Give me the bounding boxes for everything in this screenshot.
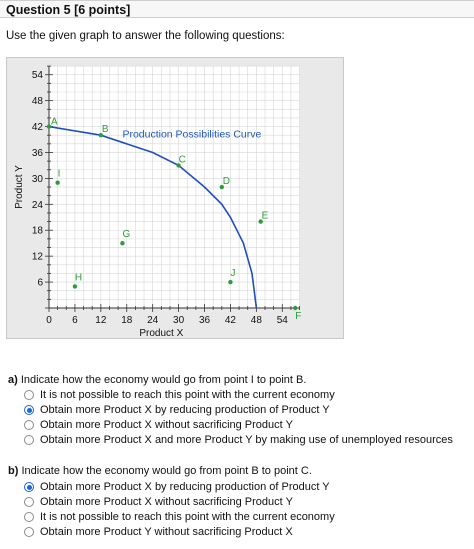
point-f-marker	[293, 306, 297, 310]
part-b-option-3[interactable]	[24, 510, 335, 524]
part-a-radio-1[interactable]	[24, 390, 34, 400]
point-d-label: D	[222, 176, 231, 188]
x-tick-label: 48	[250, 315, 262, 326]
part-b-option-2-text: Obtain more Product X without sacrificing Product Y	[40, 496, 293, 508]
part-a-radio-4[interactable]	[24, 435, 34, 445]
point-h-marker	[73, 284, 77, 288]
point-f-label: F	[295, 311, 302, 322]
point-h-label: H	[74, 272, 83, 284]
point-e-label: E	[261, 210, 269, 222]
x-tick-label: 54	[276, 315, 288, 326]
part-a-prompt-text: Indicate how the economy would go from point I to point B.	[20, 374, 307, 386]
part-b-radio-3[interactable]	[24, 512, 34, 522]
part-b-prompt	[8, 465, 312, 477]
x-tick-label: 18	[121, 315, 133, 326]
y-tick-label: 54	[31, 70, 43, 82]
y-tick-label: 18	[31, 225, 43, 237]
point-j-label: J	[230, 268, 236, 280]
part-a-option-4-text: Obtain more Product X and more Product Y by making use of unemployed resources	[40, 434, 453, 446]
x-tick-label: 6	[72, 315, 78, 326]
x-tick-label: 24	[147, 315, 159, 326]
part-a-option-3-text: Obtain more Product X without sacrificing Product Y	[40, 419, 293, 431]
part-a-prompt	[8, 374, 306, 386]
part-b-option-3-text: It is not possible to reach this point with the current economy	[40, 511, 335, 523]
y-tick-label: 12	[31, 251, 43, 263]
part-a-radio-2[interactable]	[24, 405, 34, 415]
part-b-option-4-text: Obtain more Product Y without sacrificing Product X	[40, 526, 293, 538]
x-tick-label: 30	[173, 315, 185, 326]
x-tick-label: 12	[95, 315, 107, 326]
y-tick-label: 24	[31, 199, 43, 211]
part-b-option-1-text: Obtain more Product X by reducing production of Product Y	[40, 481, 330, 493]
part-b-radio-1[interactable]	[24, 482, 34, 492]
question-header	[0, 0, 474, 18]
part-a-label: a)	[8, 374, 18, 386]
y-axis-label: Product Y	[14, 165, 25, 209]
y-tick-label: 42	[31, 122, 43, 134]
x-tick-label: 36	[198, 315, 211, 326]
point-b-label: B	[101, 124, 109, 136]
part-a-radio-3[interactable]	[24, 420, 34, 430]
part-a-option-2-text: Obtain more Product X by reducing production of Product Y	[40, 404, 330, 416]
part-a-option-2[interactable]	[24, 403, 330, 417]
question-title: Question 5 [6 points]	[6, 3, 131, 17]
point-g-label: G	[122, 229, 131, 241]
part-a-option-3[interactable]	[24, 418, 293, 432]
point-g-marker	[120, 241, 124, 245]
part-b-label: b)	[8, 465, 19, 477]
point-c-label: C	[178, 154, 186, 166]
y-tick-label: 48	[31, 96, 43, 108]
x-tick-label: 42	[224, 315, 237, 326]
point-i-label: I	[57, 168, 61, 180]
x-tick-label: 0	[46, 315, 52, 326]
y-tick-label: 6	[37, 277, 43, 289]
part-a-option-4[interactable]	[24, 433, 453, 447]
y-tick-label: 36	[31, 147, 43, 159]
part-b-option-4[interactable]	[24, 525, 293, 539]
point-a-label: A	[51, 116, 58, 128]
part-a-option-1-text: It is not possible to reach this point with the current economy	[40, 389, 335, 401]
question-instructions: Use the given graph to answer the following questions:	[6, 30, 285, 42]
ppc-graph	[6, 57, 344, 339]
part-b-option-1[interactable]	[24, 480, 330, 494]
point-j-marker	[228, 280, 232, 284]
curve-title: Production Possibilities Curve	[122, 128, 262, 141]
x-axis-label: Product X	[139, 328, 184, 338]
y-tick-label: 30	[31, 173, 43, 185]
point-i-marker	[55, 181, 59, 185]
part-a-option-1[interactable]	[24, 388, 335, 402]
ppc-chart-svg	[7, 58, 343, 338]
part-b-radio-2[interactable]	[24, 497, 34, 507]
part-b-radio-4[interactable]	[24, 527, 34, 537]
part-b-prompt-text: Indicate how the economy would go from point B to point C.	[21, 465, 312, 477]
part-b-option-2[interactable]	[24, 495, 293, 509]
